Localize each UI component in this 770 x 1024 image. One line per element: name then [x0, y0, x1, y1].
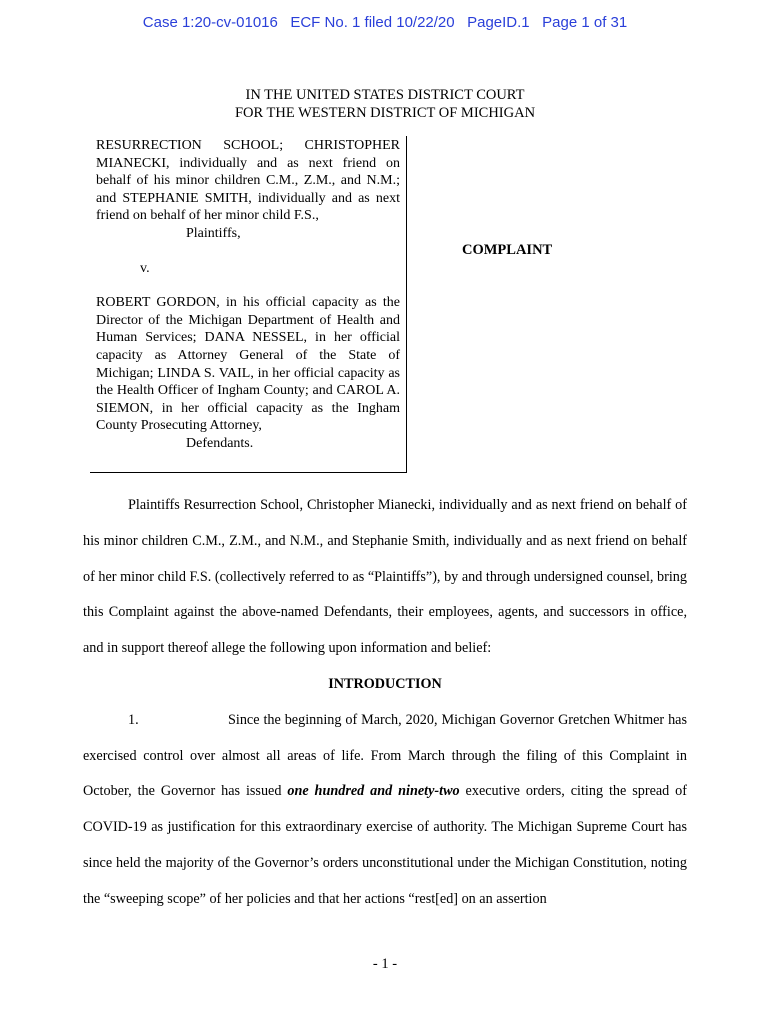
case-caption [90, 136, 407, 473]
paragraph-number: 1. [128, 711, 139, 728]
court-district-line: FOR THE WESTERN DISTRICT OF MICHIGAN [234, 105, 536, 121]
paragraph-1 [83, 703, 687, 918]
document-title: COMPLAINT [462, 242, 553, 258]
court-heading [0, 86, 770, 122]
paragraph-1-text-b: executive orders, citing the spread of COVID-19 as justification for this extraordinary exercise of authority. The Michigan Supreme Court has since held the majority of the Governor’s orders unconstitutional under the Michigan Constitution, noting the “sweeping scope” of her policies and that her actions “rest[ed] on an assertion [83, 783, 687, 907]
defendants-names: ROBERT GORDON, in his official capacity as the Director of the Michigan Department of Health and Human Services; DANA NESSEL, in her official capacity as Attorney General of the State of Michigan; LINDA S. VAIL, in her official capacity as the Health Officer of Ingham County; and CAROL A. SIEMON, in her official capacity as the Ingham County Prosecuting Attorney, [96, 295, 400, 434]
plaintiffs-role: Plaintiffs, [186, 225, 241, 241]
paragraph-1-emphasis: one hundred and ninety-two [287, 783, 460, 800]
court-name-line: IN THE UNITED STATES DISTRICT COURT [245, 87, 525, 103]
complaint-body [83, 488, 687, 918]
plaintiffs-names: RESURRECTION SCHOOL; CHRISTOPHER MIANECKI, individually and as next friend on behalf of his minor children C.M., Z.M., and N.M.; and STEPHANIE SMITH, individually and as next friend on behalf of her minor child F.S., [96, 138, 400, 224]
defendants-role: Defendants. [186, 435, 254, 451]
versus-label: v. [140, 260, 150, 276]
intro-paragraph: Plaintiffs Resurrection School, Christopher Mianecki, individually and as next friend on behalf of his minor children C.M., Z.M., and N.M., and Stephanie Smith, individually and as next friend on behalf of her minor child F.S. (collectively referred to as “Plaintiffs”), by and through undersigned counsel, bring this Complaint against the above-named Defendants, their employees, agents, and successors in office, and in support thereof allege the following upon information and belief: [83, 497, 687, 657]
ecf-header-stamp: Case 1:20-cv-01016 ECF No. 1 filed 10/22/20 PageID.1 Page 1 of 31 [142, 14, 628, 31]
page-number: - 1 - [372, 956, 398, 972]
section-heading: INTRODUCTION [328, 675, 442, 692]
paragraph-1-text-a: Since the beginning of March, 2020, Michigan Governor Gretchen Whitmer has exercised control over almost all areas of life. From March through the filing of this Complaint in October, the Governor has issued [83, 711, 687, 800]
